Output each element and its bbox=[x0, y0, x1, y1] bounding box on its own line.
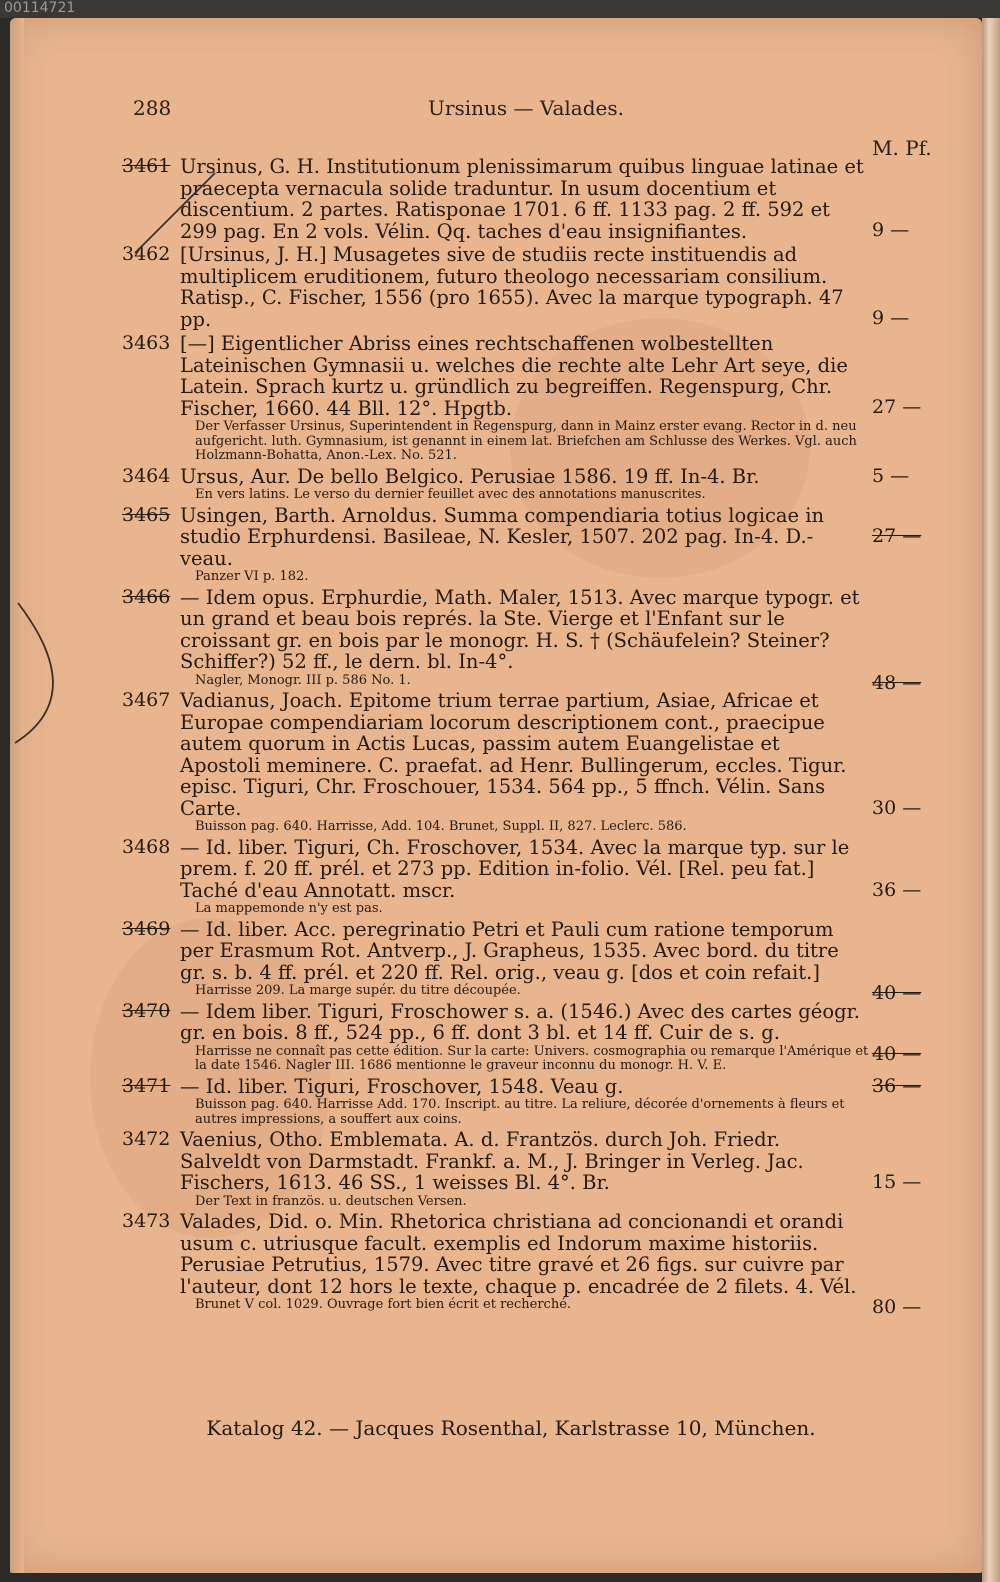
entry-text: [Ursinus, J. H.] Musagetes sive de studiis recte instituendis ad multiplicem eruditionem, futuro theologo necessariam consilium. Ratisp., C. Fischer, 1556 (pro 1655). Avec la marque typograph. 47 pp. bbox=[180, 243, 844, 331]
catalog-entry bbox=[10, 1001, 982, 1074]
entry-price: 80 — bbox=[872, 1296, 922, 1318]
entry-note: Der Text in französ. u. deutschen Versen. bbox=[195, 1193, 467, 1209]
entry-price: 30 — bbox=[872, 797, 922, 819]
entry-note: Nagler, Monogr. III p. 586 No. 1. bbox=[195, 672, 411, 688]
entry-price: 27 — bbox=[872, 524, 922, 547]
scan-top-strip bbox=[0, 0, 1000, 18]
entry-text: — Id. liber. Tiguri, Froschover, 1548. Veau g. bbox=[180, 1074, 624, 1098]
entry-text: Valades, Did. o. Min. Rhetorica christiana ad concionandi et orandi usum c. utriusque facult. exemplis ed Indorum maxime historiis. Perusiae Petrutius, 1579. Avec titre gravé et 26 figs. sur cuivre par l'auteur, dont 12 hors le texte, chaque p. encadrée de 2 filets. 4. Vél. bbox=[180, 1210, 857, 1298]
catalog-entry bbox=[10, 333, 982, 464]
page-number: 288 bbox=[133, 96, 172, 120]
entry-note: Buisson pag. 640. Harrisse Add. 170. Inscript. au titre. La reliure, décorée d'ornements à fleurs et autres impressions, a souffert aux coins. bbox=[195, 1097, 845, 1127]
pencil-mark bbox=[130, 168, 220, 258]
entry-note: Buisson pag. 640. Harrisse, Add. 104. Brunet, Suppl. II, 827. Leclerc. 586. bbox=[195, 819, 687, 834]
book-edge bbox=[982, 18, 1000, 1582]
entry-number: 3470 bbox=[122, 999, 171, 1022]
entry-text: [—] Eigentlicher Abriss eines rechtschaffenen wolbestellten Lateinischen Gymnasii u. welches die rechte alte Lehr Art seye, die Latein. Sprach kurtz u. gründlich zu begreiffen. Regenspurg, Chr. Fischer, 1660. 44 Bll. 12°. Hpgtb. bbox=[180, 332, 848, 420]
entry-number: 3471 bbox=[122, 1074, 171, 1097]
entry-price: 9 — bbox=[872, 307, 910, 329]
currency-heading: M. Pf. bbox=[872, 136, 932, 160]
entry-note: En vers latins. Le verso du dernier feuillet avec des annotations manuscrites. bbox=[195, 487, 706, 502]
entry-note: Panzer VI p. 182. bbox=[195, 569, 309, 584]
entry-text: — Id. liber. Acc. peregrinatio Petri et Pauli cum ratione temporum per Erasmum Rot. Antverp., J. Grapheus, 1535. Avec bord. du titre gr. s. b. 4 ff. prél. et 220 ff. Rel. orig., veau g. [dos et coin refait.] bbox=[180, 917, 839, 984]
scan-id: 00114721 bbox=[4, 0, 76, 16]
entry-number: 3468 bbox=[122, 835, 171, 858]
entry-text: Usingen, Barth. Arnoldus. Summa compendiaria totius logicae in studio Erphurdensi. Basileae, N. Kesler, 1507. 202 pag. In-4. D.-veau. bbox=[180, 503, 825, 570]
entry-price: 40 — bbox=[872, 981, 922, 1004]
entry-number: 3462 bbox=[122, 243, 171, 265]
entry-note: Der Verfasser Ursinus, Superintendent in Regenspurg, dann in Mainz erster evang. Rector in d. neu aufgericht. luth. Gymnasium, ist genannt in einem lat. Briefchen am Schlusse des Werkes. Vgl. auch Holzmann-Bohatta, Anon.-Lex. No. 521. bbox=[195, 419, 857, 463]
entry-number: 3464 bbox=[122, 464, 171, 487]
entry-text: — Idem liber. Tiguri, Froschower s. a. (1546.) Avec des cartes géogr. gr. en bois. 8 ff., 524 pp., 6 ff. dont 3 bl. et 14 ff. Cuir de s. g. bbox=[180, 999, 860, 1044]
catalog-entry bbox=[10, 1210, 982, 1318]
entry-note: Harrisse ne connaît pas cette édition. Sur la carte: Univers. cosmographia ou remarque l'Amérique et la date 1546. Nagler III. 1686 mentionne le graveur inconnu du monogr. H. V. E. bbox=[195, 1043, 869, 1073]
entry-price: 40 — bbox=[872, 1042, 922, 1065]
catalog-footer: Katalog 42. — Jacques Rosenthal, Karlstrasse 10, München. bbox=[206, 1416, 816, 1440]
catalog-entry bbox=[10, 505, 982, 585]
catalog-entry bbox=[10, 1129, 982, 1209]
running-head: Ursinus — Valades. bbox=[428, 96, 624, 120]
entry-number: 3466 bbox=[122, 585, 171, 608]
catalog-entry bbox=[10, 585, 982, 694]
catalog-entry bbox=[10, 1076, 982, 1128]
entry-text: Ursus, Aur. De bello Belgico. Perusiae 1586. 19 ff. In-4. Br. bbox=[180, 464, 760, 488]
pencil-bracket-mark bbox=[10, 598, 70, 758]
entry-number: 3472 bbox=[122, 1128, 171, 1150]
entry-price: 15 — bbox=[872, 1171, 922, 1193]
entry-number: 3467 bbox=[122, 689, 171, 711]
catalog-entries bbox=[10, 155, 982, 1318]
entry-note: Harrisse 209. La marge supér. du titre découpée. bbox=[195, 983, 521, 998]
entry-note: La mappemonde n'y est pas. bbox=[195, 901, 383, 916]
entry-price: 5 — bbox=[872, 464, 910, 487]
catalog-page bbox=[10, 18, 982, 1573]
entry-text: Vadianus, Joach. Epitome trium terrae partium, Asiae, Africae et Europae compendiariam locorum descriptionem cont., praecipue autem quorum in Actis Lucas, passim autem Euangelistae et Apostoli meminere. C. praefat. ad Henr. Bullingerum, eccles. Tigur. episc. Tiguri, Chr. Froschouer, 1534. 564 pp., 5 ffnch. Vélin. Sans Carte. bbox=[180, 689, 847, 820]
entry-text: — Idem opus. Erphurdie, Math. Maler, 1513. Avec marque typogr. et un grand et beau bois représ. la Ste. Vierge et l'Enfant sur le croissant gr. en bois par le monogr. H. S. † (Schäufelein? Steiner? Schiffer?) 52 ff., le dern. bl. In-4°. bbox=[180, 585, 860, 673]
entry-note: Brunet V col. 1029. Ouvrage fort bien écrit et recherché. bbox=[195, 1297, 572, 1312]
entry-number: 3461 bbox=[122, 155, 171, 177]
entry-number: 3473 bbox=[122, 1210, 171, 1232]
entry-price: 36 — bbox=[872, 878, 922, 901]
entry-price: 9 — bbox=[872, 219, 910, 241]
catalog-entry bbox=[10, 466, 982, 503]
entry-price: 36 — bbox=[872, 1074, 922, 1097]
catalog-entry bbox=[10, 690, 982, 835]
entry-price: 27 — bbox=[872, 396, 922, 418]
entry-number: 3469 bbox=[122, 917, 171, 940]
page-header bbox=[10, 96, 982, 126]
catalog-entry bbox=[10, 837, 982, 917]
entry-number: 3465 bbox=[122, 503, 171, 526]
catalog-entry bbox=[10, 917, 982, 1004]
entry-text: Vaenius, Otho. Emblemata. A. d. Frantzös. durch Joh. Friedr. Salveldt von Darmstadt. Frankf. a. M., J. Bringer in Verleg. Jac. Fischers, 1613. 46 SS., 1 weisses Bl. 4°. Br. bbox=[180, 1128, 804, 1194]
entry-price: 48 — bbox=[872, 671, 922, 694]
entry-text: — Id. liber. Tiguri, Ch. Froschover, 1534. Avec la marque typ. sur le prem. f. 20 ff. prél. et 273 pp. Edition in-folio. Vél. [Rel. peu fat.] Taché d'eau Annotatt. mscr. bbox=[180, 835, 850, 902]
entry-number: 3463 bbox=[122, 332, 171, 354]
entry-text: Ursinus, G. H. Institutionum plenissimarum quibus linguae latinae et praecepta vernacula solide traduntur. In usum docentium et discentium. 2 partes. Ratisponae 1701. 6 ff. 1133 pag. 2 ff. 592 et 299 pag. En 2 vols. Vélin. Qq. taches d'eau insignifiantes. bbox=[180, 155, 864, 243]
